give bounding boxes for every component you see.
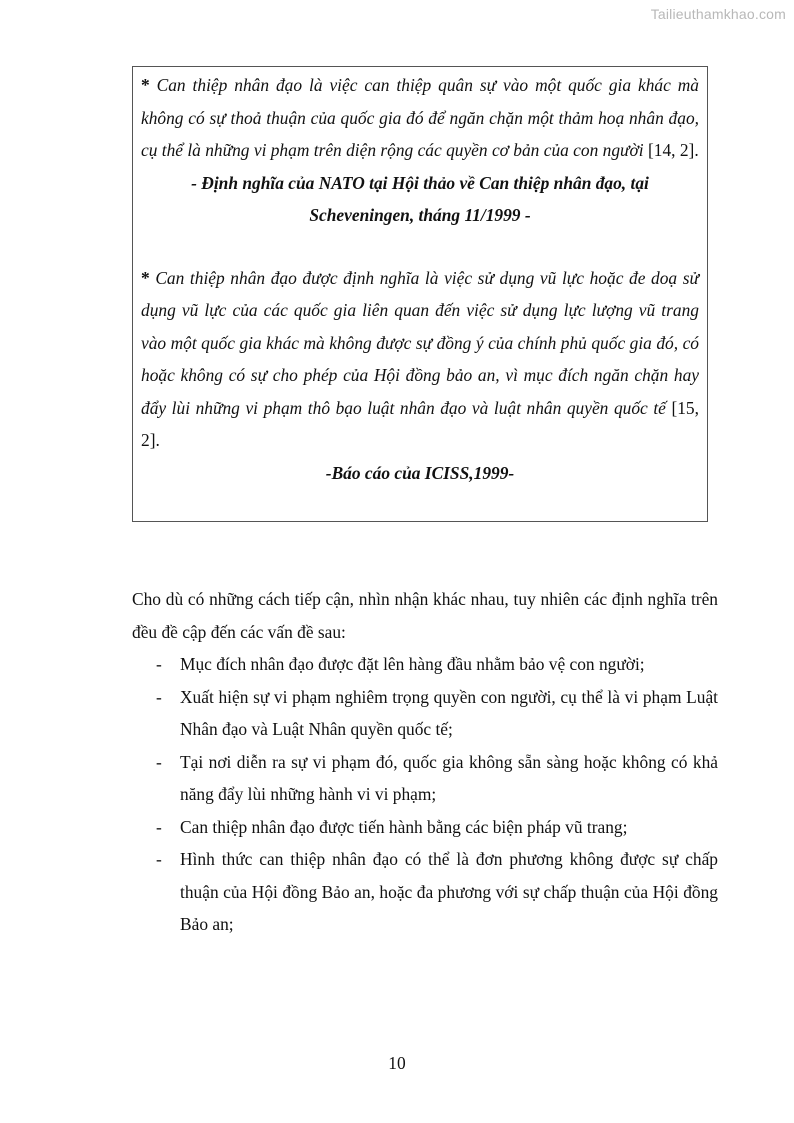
iciss-definition-citation: [15, 2]. <box>141 397 699 450</box>
list-dash-marker: - <box>156 849 162 869</box>
nato-definition-paragraph <box>141 69 699 167</box>
page-number: 10 <box>388 1053 406 1073</box>
list-item <box>132 843 718 941</box>
list-item <box>132 746 718 811</box>
list-dash-marker: - <box>156 751 162 772</box>
list-item-text: Can thiệp nhân đạo được tiến hành bằng các biện pháp vũ trang; <box>180 816 628 837</box>
nato-definition-source: - Định nghĩa của NATO tại Hội thảo về Can thiệp nhân đạo, tại Scheveningen, tháng 11/1999 - <box>191 172 649 225</box>
list-dash-marker: - <box>156 816 162 837</box>
list-item-text: Mục đích nhân đạo được đặt lên hàng đầu nhằm bảo vệ con người; <box>180 654 645 674</box>
list-item-text: Tại nơi diễn ra sự vi phạm đó, quốc gia không sẵn sàng hoặc không có khả năng đẩy lùi những hành vi vi phạm; <box>180 751 718 804</box>
iciss-definition-text: Can thiệp nhân đạo được định nghĩa là việc sử dụng vũ lực hoặc đe doạ sử dụng vũ lực của các quốc gia liên quan đến việc sử dụng lực lượng vũ trang vào một quốc gia khác mà không được sự đồng ý của chính phủ quốc gia đó, có hoặc không có sự cho phép của Hội đồng bảo an, vì mục đích ngăn chặn hay đẩy lùi những vi phạm thô bạo luật nhân đạo và luật nhân quyền quốc tế <box>141 267 699 418</box>
list-item-text: Xuất hiện sự vi phạm nghiêm trọng quyền con người, cụ thể là vi phạm Luật Nhân đạo và Luật Nhân quyền quốc tế; <box>180 686 718 739</box>
definitions-quote-box <box>132 66 708 522</box>
main-body-text <box>132 583 718 941</box>
nato-definition-text: Can thiệp nhân đạo là việc can thiệp quân sự vào một quốc gia khác mà không có sự thoả thuận của quốc gia đó để ngăn chặn một thảm hoạ nhân đạo, cụ thể là những vi phạm trên diện rộng các quyền cơ bản của con người <box>141 75 699 160</box>
list-item <box>132 811 718 844</box>
issues-list <box>132 648 718 941</box>
list-item <box>132 681 718 746</box>
iciss-definition-source: -Báo cáo của ICISS,1999- <box>325 462 515 483</box>
quote-box-spacer <box>141 232 699 262</box>
list-item-text: Hình thức can thiệp nhân đạo có thể là đơn phương không được sự chấp thuận của Hội đồng Bảo an, hoặc đa phương với sự chấp thuận của Hội đồng Bảo an; <box>180 849 718 934</box>
watermark-text: Tailieuthamkhao.com <box>650 6 786 22</box>
intro-paragraph: Cho dù có những cách tiếp cận, nhìn nhận khác nhau, tuy nhiên các định nghĩa trên đều đề cập đến các vấn đề sau: <box>132 589 718 642</box>
asterisk-marker: * <box>141 75 150 95</box>
nato-definition-citation: [14, 2]. <box>643 140 699 160</box>
list-item <box>132 648 718 681</box>
list-dash-marker: - <box>156 654 162 674</box>
iciss-definition-paragraph <box>141 262 699 457</box>
asterisk-marker: * <box>141 267 150 288</box>
list-dash-marker: - <box>156 686 162 707</box>
